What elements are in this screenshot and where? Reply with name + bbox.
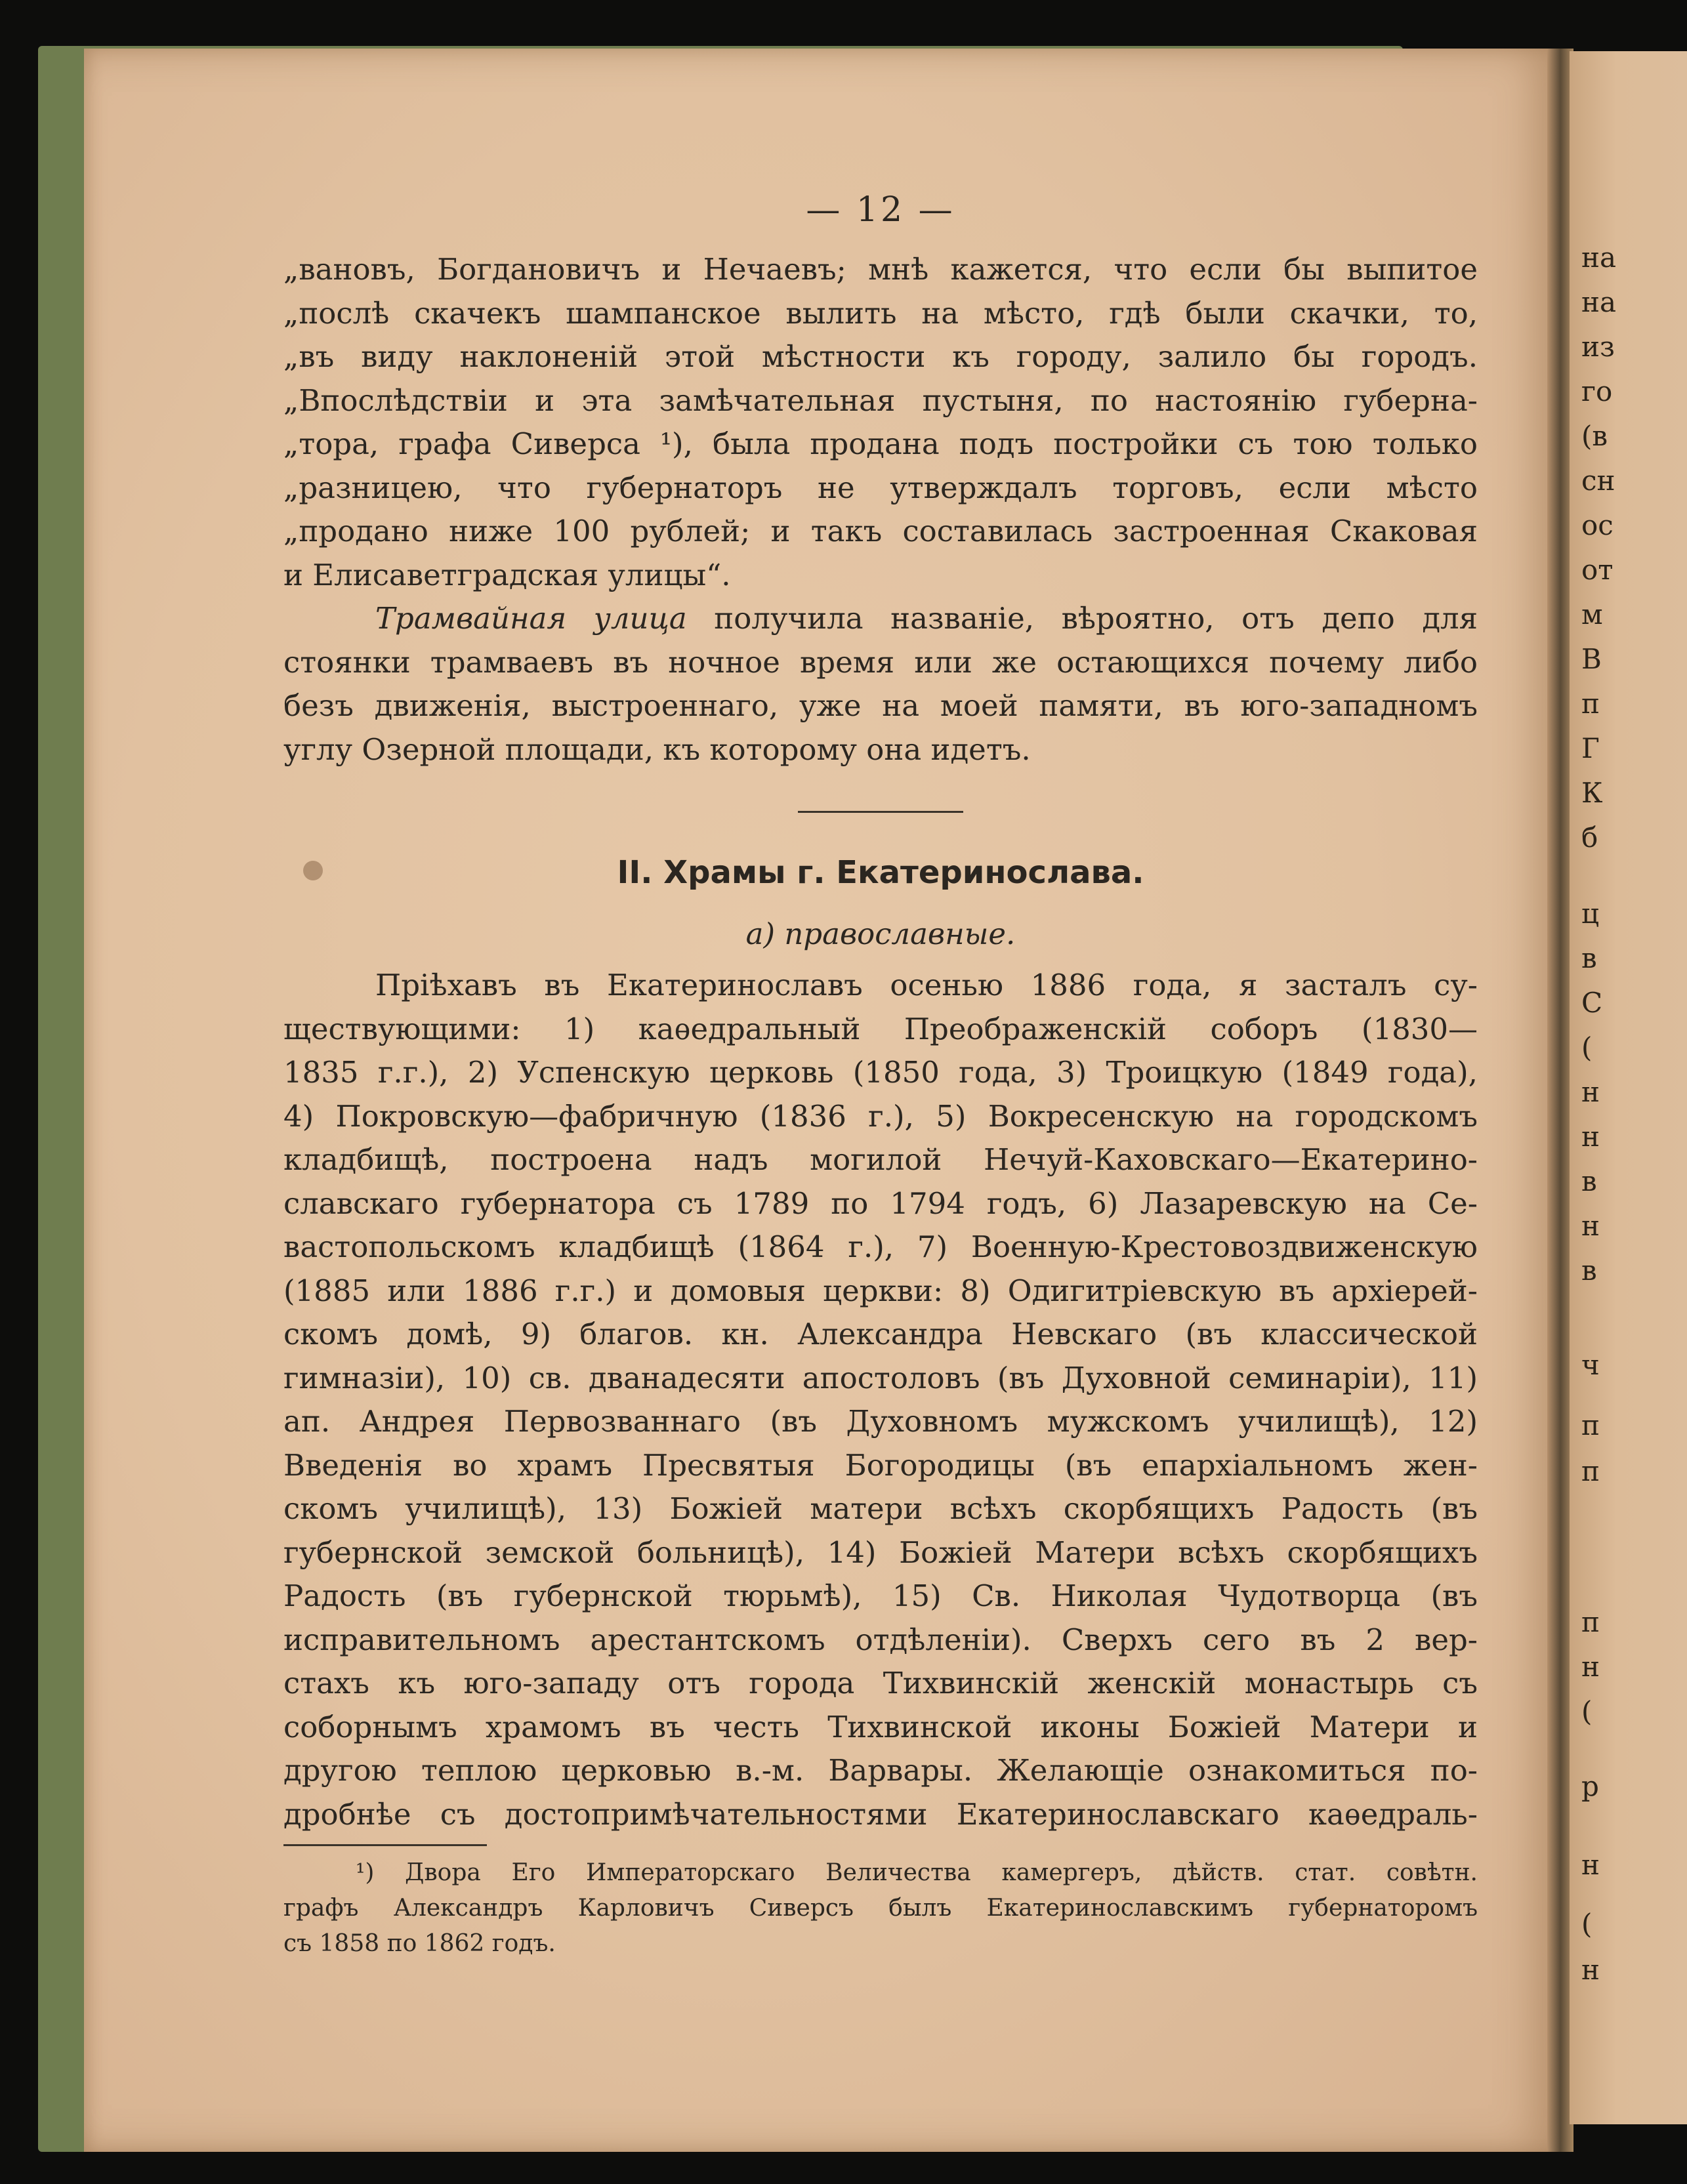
fragment: ( (1581, 1695, 1593, 1727)
paragraph-quote-end (283, 248, 1478, 597)
section-title: II. Храмы г. Екатеринослава. (617, 854, 1144, 891)
fragment: на (1581, 241, 1617, 274)
fragment: из (1581, 331, 1615, 363)
fragment: на (1581, 286, 1617, 318)
text-line: безъ движенія, выстроеннаго, уже на моей памяти, въ юго-западномъ (283, 688, 1478, 723)
text-line: кладбищѣ, построена надъ могилой Нечуй-Каховскаго—Екатерино- (283, 1142, 1478, 1177)
text-line: и Елисаветградская улицы“. (283, 557, 731, 592)
fragment: н (1581, 1849, 1600, 1881)
text-line: ап. Андрея Первозваннаго (въ Духовномъ мужскомъ училищѣ), 12) (283, 1404, 1478, 1439)
text-line: (1885 или 1886 г.г.) и домовыя церкви: 8) Одигитріевскую въ архіерей- (283, 1273, 1478, 1308)
fragment: в (1581, 1165, 1597, 1197)
text-line: „продано ниже 100 рублей; и такъ составилась застроенная Скаковая (283, 514, 1478, 548)
adjacent-page (1570, 51, 1687, 2124)
text-line: „тора, графа Сиверса ¹), была продана подъ постройки съ тою только (283, 426, 1478, 461)
text-line: дробнѣе съ достопримѣчательностями Екатеринославскаго каѳедраль- (283, 1796, 1478, 1832)
text-line: 1835 г.г.), 2) Успенскую церковь (1850 года, 3) Троицкую (1849 года), (283, 1055, 1478, 1090)
fragment: ц (1581, 897, 1600, 930)
text-line: скомъ домѣ, 9) благов. кн. Александра Невскаго (въ классической (283, 1317, 1478, 1351)
fragment: К (1581, 777, 1603, 809)
fragment: б (1581, 821, 1598, 854)
page-content (283, 190, 1478, 1962)
fragment: от (1581, 554, 1614, 586)
text-line: „вановъ, Богдановичъ и Нечаевъ; мнѣ кажется, что если бы выпитое (283, 252, 1478, 287)
text-line: Радость (въ губернской тюрьмѣ), 15) Св. Николая Чудотворца (въ (283, 1578, 1478, 1613)
fragment: н (1581, 1121, 1600, 1153)
text-line: исправительномъ арестантскомъ отдѣленіи). Сверхъ сего въ 2 вер- (283, 1622, 1478, 1657)
fragment: н (1581, 1954, 1600, 1986)
text-line: „въ виду наклоненій этой мѣстности къ городу, залило бы городъ. (283, 339, 1478, 374)
footnote-line: съ 1858 по 1862 годъ. (283, 1930, 556, 1957)
fragment: н (1581, 1076, 1600, 1108)
fragment: в (1581, 1254, 1597, 1287)
text-line: славскаго губернатора съ 1789 по 1794 годъ, 6) Лазаревскую на Се- (283, 1185, 1478, 1221)
footnote-line: ¹) Двора Его Императорскаго Величества камергеръ, дѣйств. стат. совѣтн. (356, 1859, 1478, 1886)
fragment: го (1581, 375, 1613, 407)
text-line: соборнымъ храмомъ въ честь Тихвинской иконы Божіей Матери и (283, 1709, 1478, 1744)
text-fragment: получила названіе, вѣроятно, отъ депо для (686, 601, 1478, 636)
fragment: п (1581, 1606, 1600, 1638)
footnote-line: графъ Александръ Карловичъ Сиверсъ былъ Екатеринославскимъ губернаторомъ (283, 1895, 1478, 1922)
text-line (283, 597, 1478, 641)
text-line: стахъ къ юго-западу отъ города Тихвинскій женскій монастырь съ (283, 1666, 1478, 1700)
text-line: „послѣ скачекъ шампанское вылить на мѣсто, гдѣ были скачки, то, (283, 295, 1478, 331)
text-line: „разницею, что губернаторъ не утверждалъ торговъ, если мѣсто (283, 470, 1478, 505)
text-line: вастопольскомъ кладбищѣ (1864 г.), 7) Военную-Крестовоздвиженскую (283, 1229, 1478, 1264)
fragment: н (1581, 1651, 1600, 1683)
fragment: п (1581, 1409, 1600, 1441)
street-name: Трамвайная улица (375, 601, 687, 636)
footnote (283, 1855, 1478, 1962)
text-line: стоянки трамваевъ въ ночное время или же остающихся почему либо (283, 644, 1478, 680)
text-line: „Впослѣдствіи и эта замѣчательная пустыня, по настоянію губерна- (283, 382, 1478, 418)
text-line: Введенія во храмъ Пресвятыя Богородицы (въ епархіальномъ жен- (283, 1447, 1478, 1483)
fragment: п (1581, 688, 1600, 720)
fragment: ос (1581, 509, 1614, 541)
text-line: углу Озерной площади, къ которому она идетъ. (283, 731, 1031, 767)
fragment: сн (1581, 464, 1615, 497)
section-divider (798, 811, 963, 813)
fragment: ( (1581, 1908, 1593, 1940)
fragment: Г (1581, 732, 1600, 764)
fragment: С (1581, 987, 1603, 1019)
fragment: м (1581, 598, 1603, 630)
fragment: ( (1581, 1031, 1593, 1063)
text-line: 4) Покровскую—фабричную (1836 г.), 5) Вокресенскую на городскомъ (283, 1098, 1478, 1134)
text-line: ществующими: 1) каѳедральный Преображенскій соборъ (1830— (283, 1011, 1478, 1046)
text-line: губернской земской больницѣ), 14) Божіей Матери всѣхъ скорбящихъ (283, 1535, 1478, 1570)
fragment: р (1581, 1770, 1599, 1802)
text-line: скомъ училищѣ), 13) Божіей матери всѣхъ скорбящихъ Радость (въ (283, 1491, 1478, 1526)
text-line: Пріѣхавъ въ Екатеринославъ осенью 1886 года, я засталъ су- (375, 968, 1478, 1002)
fragment: п (1581, 1455, 1600, 1487)
subsection-heading: а) православные. (745, 917, 1016, 951)
paragraph-tram-street (283, 597, 1478, 772)
fragment: (в (1581, 420, 1608, 452)
text-line: гимназіи), 10) св. дванадесяти апостоловъ (въ Духовной семинаріи), 11) (283, 1360, 1478, 1395)
paragraph-churches (283, 964, 1478, 1836)
page-number: — 12 — (806, 190, 955, 230)
fragment: в (1581, 942, 1597, 974)
fragment: н (1581, 1210, 1600, 1242)
footnote-rule (283, 1844, 487, 1846)
fragment: ч (1581, 1349, 1600, 1381)
text-line: другою теплою церковью в.-м. Варвары. Желающіе ознакомиться по- (283, 1753, 1478, 1788)
fragment: В (1581, 643, 1602, 675)
